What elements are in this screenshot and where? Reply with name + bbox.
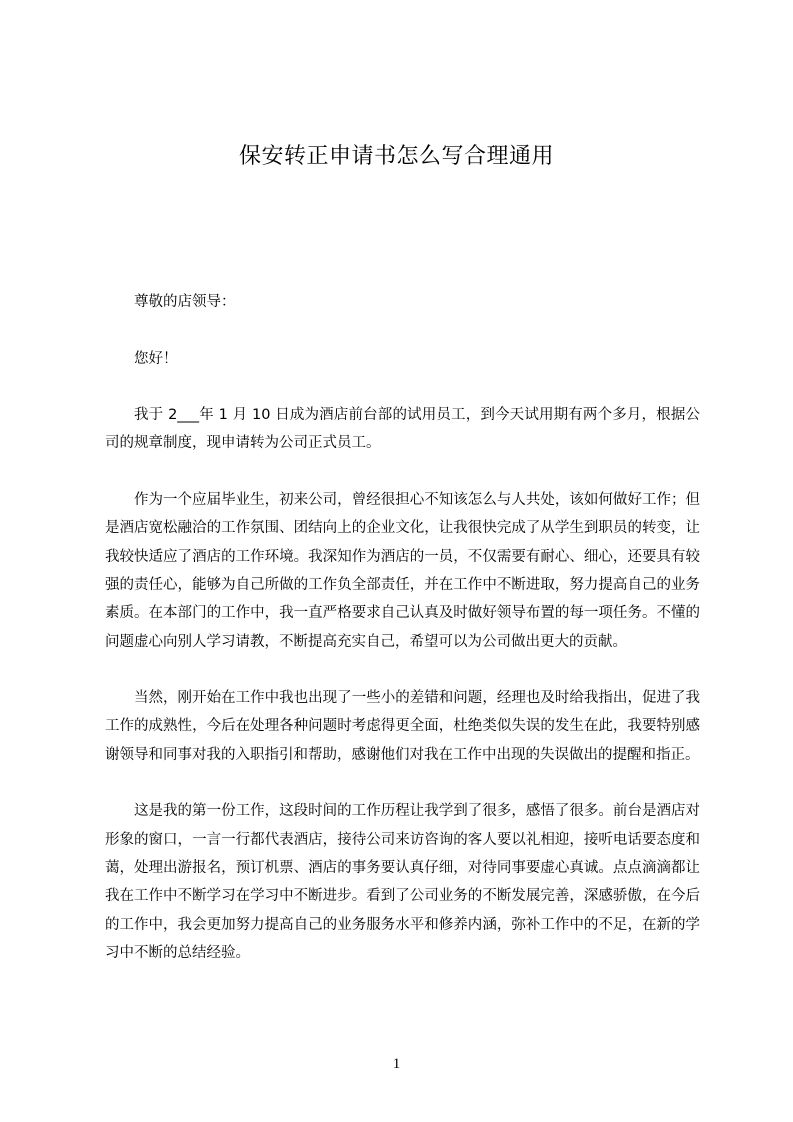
body-paragraph: 我于 2___年 1 月 10 日成为酒店前台部的试用员工，到今天试用期有两个多月，根据公司的规章制度，现申请转为公司正式员工。 (105, 407, 700, 452)
body-paragraph: 这是我的第一份工作，这段时间的工作历程让我学到了很多，感悟了很多。前台是酒店对形象的窗口，一言一行都代表酒店，接待公司来访咨询的客人要以礼相迎，接听电话要态度和蔼，处理出游报名，预订机票、酒店的事务要认真仔细，对待同事要虚心真诚。点点滴滴都让我在工作中不断学习在学习中不断进步。看到了公司业务的不断发展完善，深感骄傲，在今后的工作中，我会更加努力提高自己的业务服务水平和修养内涵，弥补工作中的不足，在新的学习中不断的总结经验。 (105, 803, 700, 961)
salutation: 尊敬的店领导： (134, 294, 236, 310)
page-number: 1 (392, 1056, 401, 1072)
body-paragraph: 作为一个应届毕业生，初来公司，曾经很担心不知该怎么与人共处，该如何做好工作；但是酒店宽松融洽的工作氛围、团结向上的企业文化，让我很快完成了从学生到职员的转变，让我较快适应了酒店的工作环境。我深知作为酒店的一员，不仅需要有耐心、细心，还要具有较强的责任心，能够为自己所做的工作负全部责任，并在工作中不断进取，努力提高自己的业务素质。在本部门的工作中，我一直严格要求自己认真及时做好领导布置的每一项任务。不懂的问题虚心向别人学习请教，不断提高充实自己，希望可以为公司做出更大的贡献。 (105, 492, 700, 650)
body-paragraph: 当然，刚开始在工作中我也出现了一些小的差错和问题，经理也及时给我指出，促进了我工作的成熟性，今后在处理各种问题时考虑得更全面，杜绝类似失误的发生在此，我要特别感谢领导和同事对我的入职指引和帮助，感谢他们对我在工作中出现的失误做出的提醒和指正。 (105, 690, 700, 763)
greeting: 您好！ (134, 350, 178, 367)
document-body (105, 288, 700, 995)
document-title: 保安转正申请书怎么写合理通用 (238, 144, 554, 169)
